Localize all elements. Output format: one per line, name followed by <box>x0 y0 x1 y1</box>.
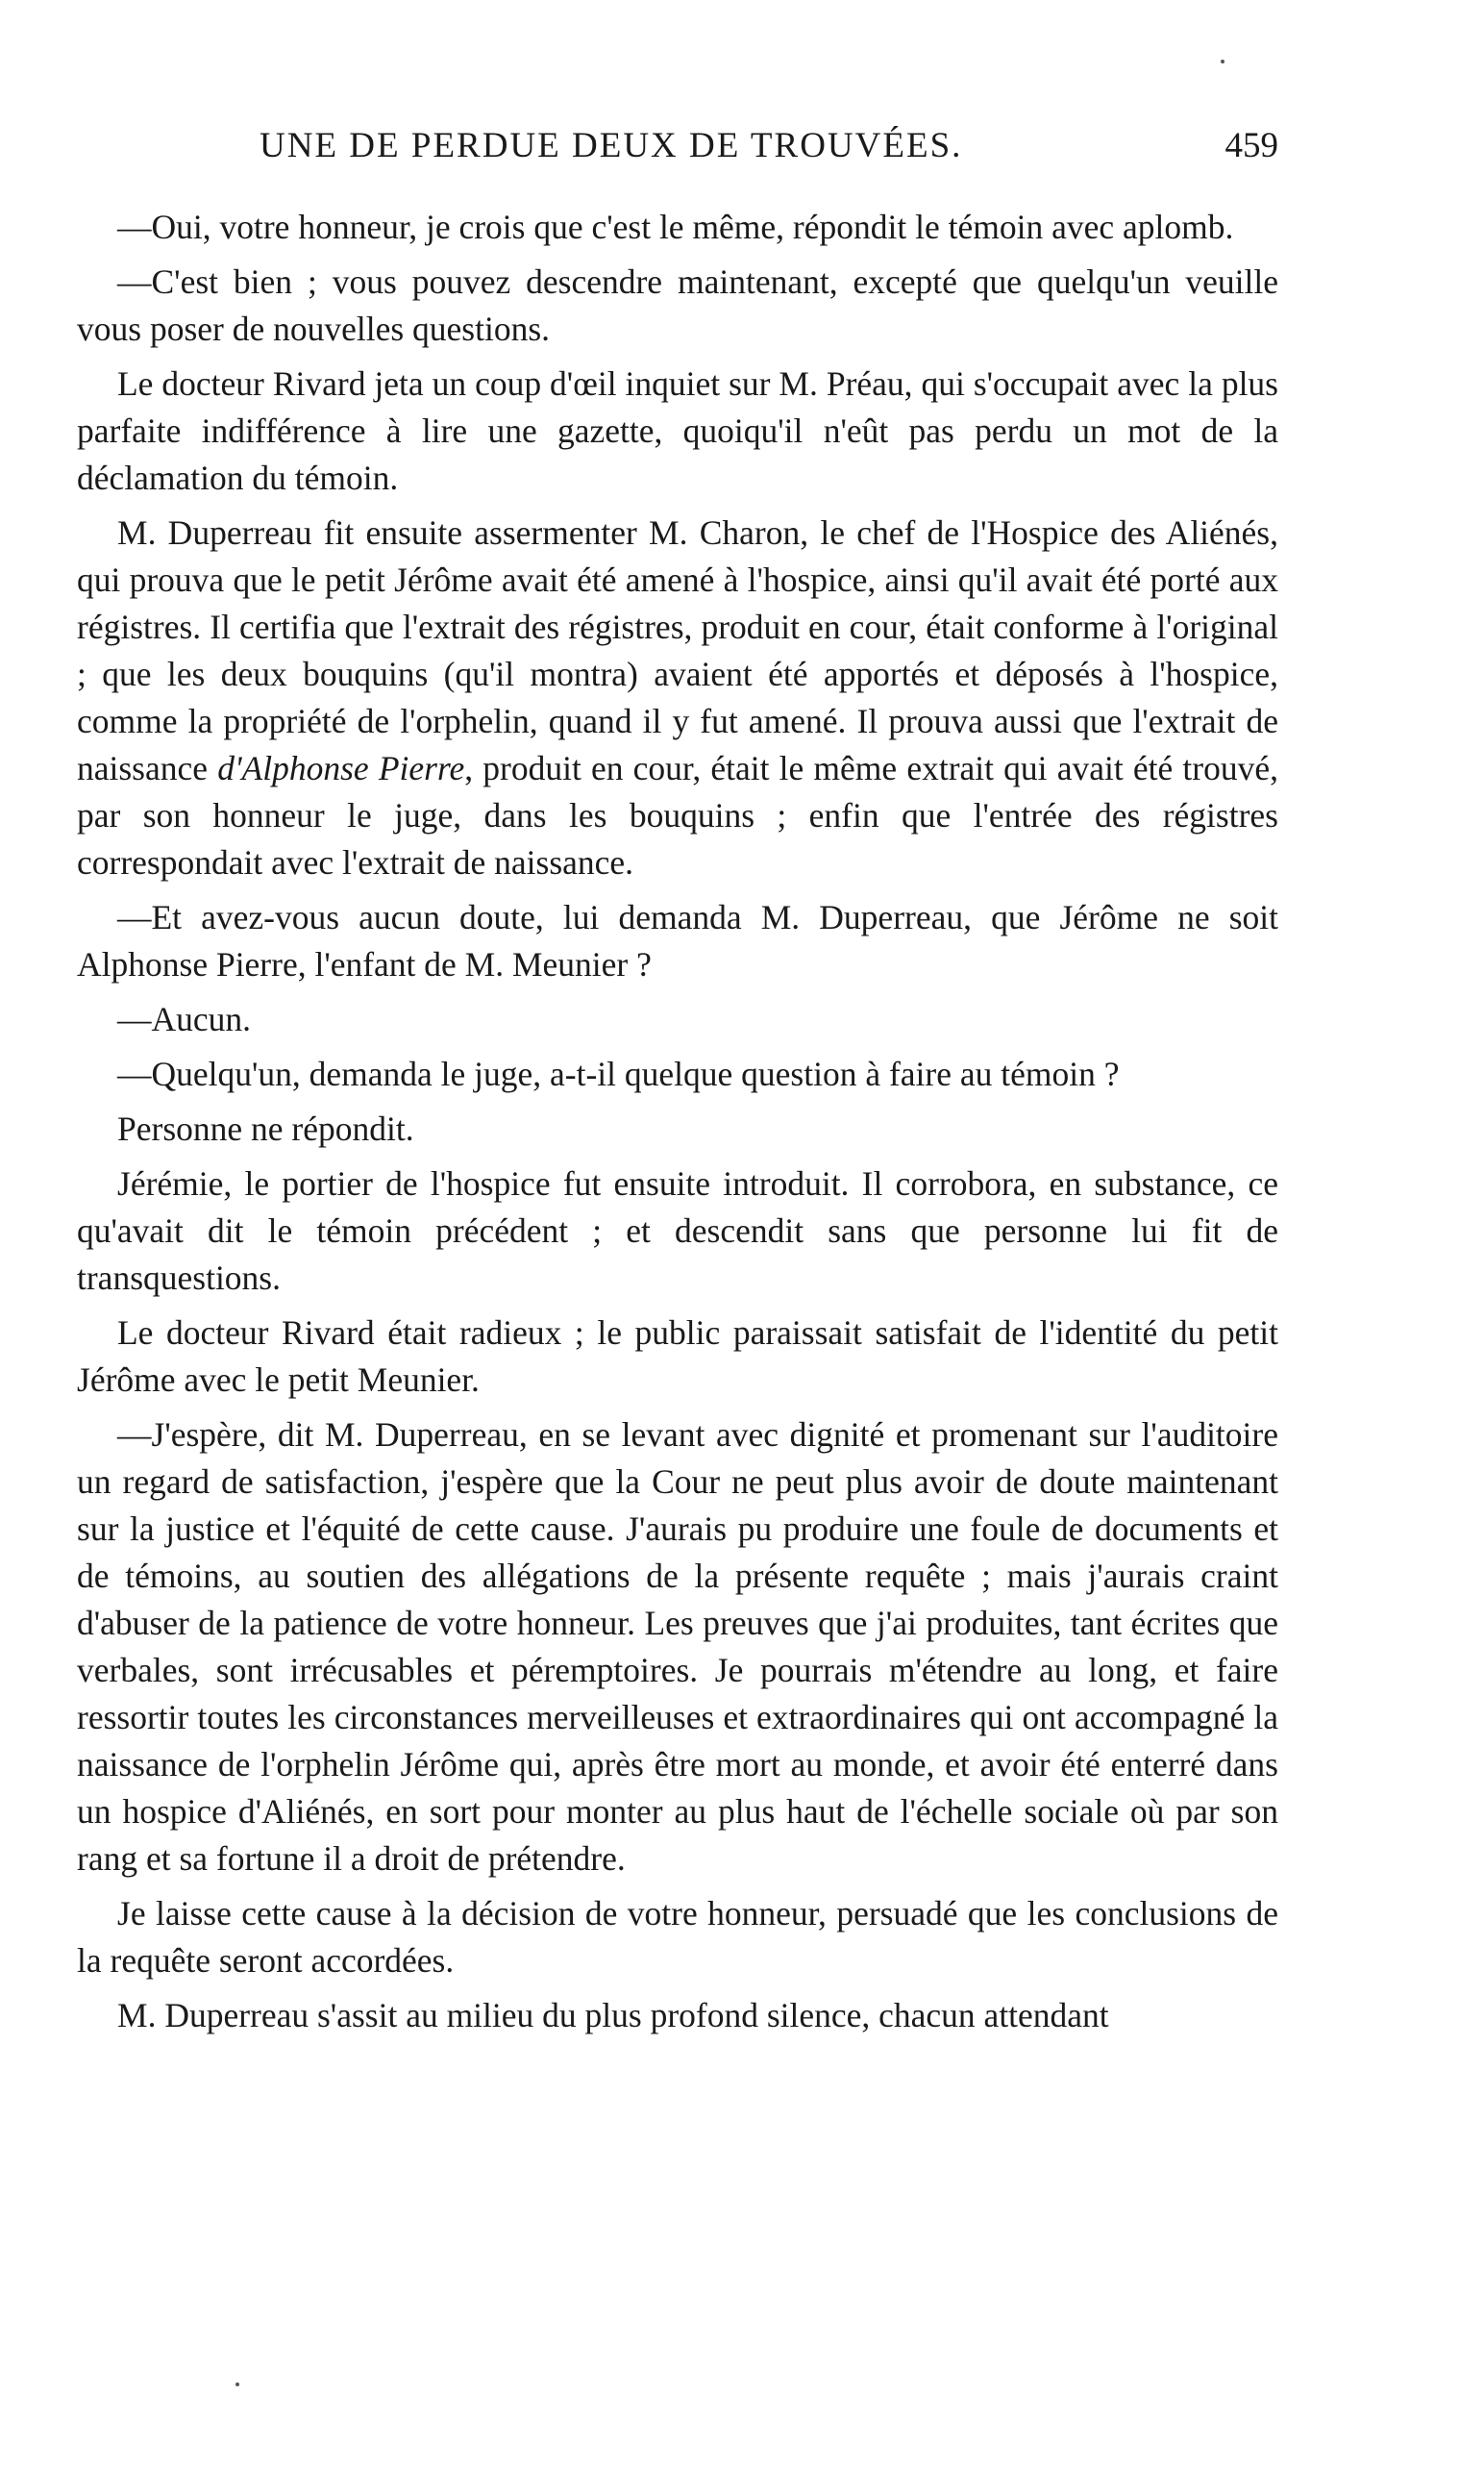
paragraph-text: M. Duperreau fit ensuite assermenter M. Charon, le chef de l'Hospice des Aliénés, qui prouva que le petit Jérôme avait été amené à l'hospice, ainsi qu'il avait été porté aux régistres. Il certifia que l'extrait des régistres, produit en cour, était conforme à l'original ; que les deux bouquins (qu'il montra) avaient été apportés et déposés à l'hospice, comme la propriété de l'orphelin, quand il y fut amené. Il prouva aussi que l'extrait de naissance <box>77 513 1278 787</box>
paragraph: Je laisse cette cause à la décision de votre honneur, persuadé que les conclusions de la requête seront accordées. <box>77 1894 1278 1980</box>
running-head <box>260 125 1278 183</box>
running-title: UNE DE PERDUE DEUX DE TROUVÉES. <box>260 126 963 165</box>
body-text <box>77 204 1278 2047</box>
page-number: 459 <box>1224 126 1278 165</box>
scan-speck <box>235 2382 239 2386</box>
paragraph: —Aucun. <box>117 1000 252 1038</box>
paragraph: —Et avez-vous aucun doute, lui demanda M. Duperreau, que Jérôme ne soit Alphonse Pierre, l'enfant de M. Meunier ? <box>77 898 1278 984</box>
paragraph: —J'espère, dit M. Duperreau, en se levant avec dignité et promenant sur l'auditoire un regard de satisfaction, j'espère que la Cour ne peut plus avoir de doute maintenant sur la justice et l'équité de cette cause. J'aurais pu produire une foule de documents et de témoins, au soutien des allégations de la présente requête ; mais j'aurais craint d'abuser de la patience de votre honneur. Les preuves que j'ai produites, tant écrites que verbales, sont irrécusables et péremptoires. Je pourrais m'étendre au long, et faire ressortir toutes les circonstances merveilleuses et extraordinaires qui ont accompagné la naissance de l'orphelin Jérôme qui, après être mort au monde, et avoir été enterré dans un hospice d'Aliénés, en sort pour monter au plus haut de l'échelle sociale où par son rang et sa fortune il a droit de prétendre. <box>77 1415 1278 1878</box>
paragraph: Jérémie, le portier de l'hospice fut ensuite introduit. Il corrobora, en substance, ce qu'avait dit le témoin précédent ; et descendit sans que personne lui fit de transquestions. <box>77 1164 1278 1297</box>
paragraph: —C'est bien ; vous pouvez descendre maintenant, excepté que quelqu'un veuille vous poser de nouvelles questions. <box>77 262 1278 348</box>
paragraph: —Oui, votre honneur, je crois que c'est le même, répondit le témoin avec aplomb. <box>117 208 1234 246</box>
paragraph <box>77 510 1278 886</box>
paragraph: —Quelqu'un, demanda le juge, a-t-il quelque question à faire au témoin ? <box>117 1055 1120 1093</box>
paragraph: Le docteur Rivard était radieux ; le public paraissait satisfait de l'identité du petit Jérôme avec le petit Meunier. <box>77 1313 1278 1399</box>
paragraph: Le docteur Rivard jeta un coup d'œil inquiet sur M. Préau, qui s'occupait avec la plus parfaite indifférence à lire une gazette, quoiqu'il n'eût pas perdu un mot de la déclamation du témoin. <box>77 364 1278 497</box>
paragraph: Personne ne répondit. <box>117 1110 414 1148</box>
paragraph-text: , produit en cour, était le même extrait qui avait été trouvé, par son honneur le juge, dans les bouquins ; enfin que l'entrée des régistres correspondait avec l'extrait de naissance. <box>77 749 1278 882</box>
italic-name: d'Alphonse Pierre <box>217 749 465 787</box>
scan-speck <box>1221 60 1224 63</box>
paragraph: M. Duperreau s'assit au milieu du plus profond silence, chacun attendant <box>117 1996 1109 2034</box>
